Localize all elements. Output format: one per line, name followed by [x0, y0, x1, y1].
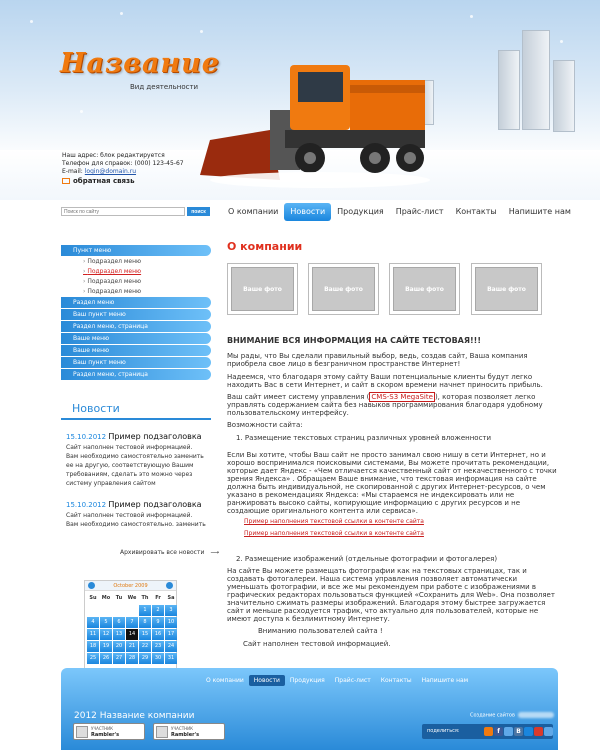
livejournal-icon[interactable] — [544, 727, 553, 736]
footer-nav-item[interactable]: Продукция — [289, 677, 325, 684]
creator-label: Создание сайтов — [470, 712, 515, 719]
calendar-empty — [126, 605, 138, 616]
snowplow-truck-image — [200, 40, 430, 190]
contact-info — [62, 152, 184, 176]
search-form — [61, 207, 210, 216]
footer-nav-item[interactable]: Новости — [249, 675, 285, 686]
sidebar-subitem[interactable]: › Подраздел меню — [61, 287, 211, 297]
search-button[interactable]: поиск — [187, 207, 210, 216]
envelope-icon — [62, 178, 70, 184]
page-title: О компании — [227, 240, 303, 253]
share-icon[interactable] — [484, 727, 493, 736]
building-image — [498, 50, 520, 130]
search-input[interactable] — [61, 207, 185, 216]
badge-label: УЧАСТНИК — [171, 726, 193, 731]
facebook-icon[interactable]: f — [494, 727, 503, 736]
snowflake-decoration — [30, 20, 33, 23]
calendar-weekday: Sa — [167, 595, 175, 601]
calendar-day[interactable]: 26 — [100, 653, 112, 664]
photo-label: Ваше фото — [312, 267, 375, 311]
badge-name: Rambler's — [171, 732, 200, 738]
paragraph-text: Ваш сайт имеет систему управления ( — [227, 393, 370, 401]
calendar-day[interactable]: 27 — [113, 653, 125, 664]
calendar-grid — [85, 591, 176, 666]
building-image — [553, 60, 575, 132]
calendar-day[interactable]: 31 — [165, 653, 177, 664]
sidebar-item[interactable]: Раздел меню — [61, 297, 211, 308]
calendar-day[interactable]: 12 — [100, 629, 112, 640]
sidebar-item[interactable]: Ваш пункт меню — [61, 357, 211, 368]
photo-label: Ваше фото — [475, 267, 538, 311]
footer-copyright: 2012 Название компании — [74, 711, 195, 721]
photo-placeholder[interactable] — [389, 263, 460, 315]
sidebar-menu — [61, 245, 211, 381]
calendar-day[interactable]: 11 — [87, 629, 99, 640]
nav-item[interactable]: Напишите нам — [508, 207, 571, 216]
nav-item[interactable]: О компании — [228, 207, 279, 216]
calendar-empty — [87, 605, 99, 616]
badge-name: Rambler's — [91, 732, 120, 738]
calendar-day[interactable]: 30 — [152, 653, 164, 664]
cms-link[interactable]: CMS-S3 MegaSite — [371, 393, 433, 401]
news-divider — [61, 418, 211, 420]
calendar-weekday: Tu — [115, 595, 123, 601]
photo-label: Ваше фото — [393, 267, 456, 311]
news-headline[interactable]: Пример подзаголовка — [108, 432, 202, 441]
calendar-day[interactable]: 3 — [165, 605, 177, 616]
paragraph — [227, 393, 557, 417]
calendar-day[interactable]: 21 — [126, 641, 138, 652]
calendar-day[interactable]: 24 — [165, 641, 177, 652]
twitter-icon[interactable] — [504, 727, 513, 736]
news-headline[interactable]: Пример подзаголовка — [108, 500, 202, 509]
content-link[interactable]: Пример наполнения текстовой ссылки в контенте сайта — [244, 518, 424, 525]
news-archive-link[interactable] — [120, 549, 219, 556]
arrow-right-icon: ⟶ — [210, 549, 219, 556]
content-heading-wrap — [227, 240, 547, 253]
news-item — [66, 432, 206, 488]
paragraph: На сайте Вы можете размещать фотографии как на текстовых страницах, так и создавать фотогалереи. Наша система управления позволяет автоматически уменьшать фотографии, и все же мы рекомендуем при работе с изображениями в графических редакторах пользоваться функцией «Сохранить для Web». Она позволяет значительно сжимать размеры изображений. Благодаря этому быстрее загружается сайт и меньше расходуется трафик, что актуально для пользователей, которые не имеют доступа к безлимитному Интернету. — [227, 567, 555, 623]
calendar-month: October 2009 — [113, 583, 148, 589]
calendar-day[interactable]: 7 — [126, 617, 138, 628]
features-label: Возможности сайта: — [227, 421, 303, 429]
calendar-day[interactable]: 4 — [87, 617, 99, 628]
calendar-day[interactable]: 10 — [165, 617, 177, 628]
feature-item: 2. Размещение изображений (отдельные фотографии и фотогалерея) — [236, 555, 498, 563]
snowflake-decoration — [80, 110, 83, 113]
share-label: поделиться: — [427, 728, 460, 734]
calendar-day[interactable]: 1 — [139, 605, 151, 616]
calendar-day[interactable]: 15 — [139, 629, 151, 640]
news-text: Сайт наполнен тестовой информацией. Вам необходимо самостоятельно заменить ее на другую, соответствующую Вашим требованиям, сделать это можно через систему управления сайтом — [66, 444, 204, 487]
email-label: E-mail: — [62, 168, 83, 175]
counter-icon — [76, 726, 88, 738]
nav-item[interactable]: Продукция — [337, 207, 384, 216]
calendar-weekday: Fr — [155, 595, 161, 601]
site-logo[interactable]: Название — [60, 48, 220, 79]
photo-gallery — [227, 263, 547, 315]
phone-text: Телефон для справок: (000) 123-45-67 — [62, 160, 184, 167]
feedback-label: обратная связь — [73, 177, 135, 185]
calendar-day[interactable]: 2 — [152, 605, 164, 616]
footer-nav-item[interactable]: Прайс-лист — [334, 677, 371, 684]
content-link[interactable]: Пример наполнения текстовой ссылки в контенте сайта — [244, 530, 424, 537]
nav-item[interactable]: Прайс-лист — [395, 207, 444, 216]
snowflake-decoration — [470, 15, 473, 18]
rambler-counter[interactable] — [153, 723, 225, 740]
news-text: Сайт наполнен тестовой информацией. Вам необходимо самостоятельно. заменить — [66, 512, 206, 528]
snowflake-decoration — [200, 30, 203, 33]
footer-nav-item[interactable]: Напишите нам — [421, 677, 469, 684]
calendar-weekday: Mo — [101, 595, 111, 601]
nav-item[interactable]: Контакты — [455, 207, 497, 216]
sidebar-subitem[interactable]: › Подраздел меню — [61, 257, 211, 267]
sidebar-item[interactable]: Раздел меню, страница — [61, 321, 211, 332]
calendar-header — [85, 581, 176, 591]
email-row — [62, 168, 184, 176]
calendar-day[interactable]: 6 — [113, 617, 125, 628]
photo-placeholder[interactable] — [308, 263, 379, 315]
sidebar-item[interactable]: Ваше меню — [61, 333, 211, 344]
footer-nav — [201, 675, 473, 686]
paragraph: Мы рады, что Вы сделали правильный выбор, ведь, создав сайт, Ваша компания приобрела свое лицо в безграничном пространстве Интернет! — [227, 352, 528, 368]
snowflake-decoration — [560, 40, 563, 43]
calendar-day[interactable]: 23 — [152, 641, 164, 652]
calendar-day[interactable]: 5 — [100, 617, 112, 628]
greeting-text: Вниманию пользователей сайта ! — [258, 627, 383, 635]
header-banner — [0, 0, 600, 200]
calendar-weekday: Su — [89, 595, 97, 601]
counter-icon — [156, 726, 168, 738]
nav-item[interactable]: Новости — [284, 203, 331, 221]
feature-item: 1. Размещение текстовых страниц различных уровней вложенности — [236, 434, 492, 442]
notice-heading: ВНИМАНИЕ ВСЯ ИНФОРМАЦИЯ НА САЙТЕ ТЕСТОВАЯ!!! — [227, 336, 481, 345]
calendar-day[interactable]: 8 — [139, 617, 151, 628]
calendar-widget — [84, 580, 177, 670]
sidebar-item[interactable]: Раздел меню, страница — [61, 369, 211, 380]
vk-icon[interactable]: B — [514, 727, 523, 736]
calendar-empty — [100, 605, 112, 616]
calendar-day[interactable]: 25 — [87, 653, 99, 664]
news-date: 15.10.2012 — [66, 501, 107, 509]
share-bar — [422, 724, 553, 739]
paragraph: Надеемся, что благодаря этому сайту Ваши потенциальные клиенты будут легко находить Вас в сети Интернет, и сайт в скором времени начнет приносить прибыль. — [227, 373, 543, 389]
site-tagline: Вид деятельности — [130, 83, 199, 91]
creator-logo[interactable] — [518, 712, 554, 718]
photo-label: Ваше фото — [231, 267, 294, 311]
paragraph-text: ), которая позволяет легко управлять содержанием сайта без навыков программирования благодаря удобному пользовательскому интерфейсу. — [227, 393, 543, 417]
feedback-link[interactable] — [62, 177, 135, 185]
main-nav — [222, 203, 577, 221]
rambler-counter[interactable] — [73, 723, 145, 740]
badge-label: УЧАСТНИК — [91, 726, 113, 731]
filled-text: Сайт наполнен тестовой информацией. — [243, 640, 391, 648]
calendar-empty — [113, 605, 125, 616]
calendar-weekday: Th — [141, 595, 149, 601]
snowflake-decoration — [120, 12, 123, 15]
calendar-day[interactable]: 28 — [126, 653, 138, 664]
calendar-day[interactable]: 17 — [165, 629, 177, 640]
footer-nav-item[interactable]: Контакты — [380, 677, 412, 684]
calendar-day[interactable]: 14 — [126, 629, 138, 640]
photo-placeholder[interactable] — [471, 263, 542, 315]
mailru-icon[interactable] — [524, 727, 533, 736]
address-text: Наш адрес: блок редактируется — [62, 152, 165, 159]
next-month-icon[interactable] — [166, 582, 173, 589]
sidebar-subitem[interactable]: › Подраздел меню — [61, 277, 211, 287]
sidebar-subitem[interactable]: › Подраздел меню — [61, 267, 211, 277]
googleplus-icon[interactable] — [534, 727, 543, 736]
sidebar-item[interactable]: Ваш пункт меню — [61, 309, 211, 320]
calendar-day[interactable]: 18 — [87, 641, 99, 652]
calendar-day[interactable]: 22 — [139, 641, 151, 652]
site-creator — [470, 712, 554, 719]
paragraph: Если Вы хотите, чтобы Ваш сайт не просто занимал свою нишу в сети Интернет, но и хорошо воспринимался поисковыми системами, Вы можете прочитать рекомендации, которые дает Яндекс - «Чем отличается качественный сайт от некачественного с точки зрения Яндекса» . Обращаем Ваше внимание, что текстовая информация на сайте должна быть индивидуальной, не скопированной с других Интернет-ресурсов, о чем указано в рекомендациях Яндекса: «Мы стараемся не индексировать или не ранжировать высоко сайты, копирующие информацию с других ресурсов и не создающие оригинального контента или сервиса». — [227, 451, 557, 515]
footer-nav-item[interactable]: О компании — [206, 677, 244, 684]
building-image — [522, 30, 550, 130]
calendar-weekday: We — [127, 595, 137, 601]
sidebar-item[interactable]: Пункт меню — [61, 245, 211, 256]
calendar-day[interactable]: 19 — [100, 641, 112, 652]
sidebar-item[interactable]: Ваше меню — [61, 345, 211, 356]
archive-label: Архивировать все новости — [120, 549, 205, 556]
email-link[interactable]: login@domain.ru — [84, 168, 137, 175]
calendar-day[interactable]: 29 — [139, 653, 151, 664]
calendar-day[interactable]: 16 — [152, 629, 164, 640]
news-date: 15.10.2012 — [66, 433, 107, 441]
calendar-day[interactable]: 13 — [113, 629, 125, 640]
news-heading: Новости — [72, 402, 120, 415]
calendar-day[interactable]: 9 — [152, 617, 164, 628]
calendar-day[interactable]: 20 — [113, 641, 125, 652]
news-item — [66, 500, 206, 529]
photo-placeholder[interactable] — [227, 263, 298, 315]
